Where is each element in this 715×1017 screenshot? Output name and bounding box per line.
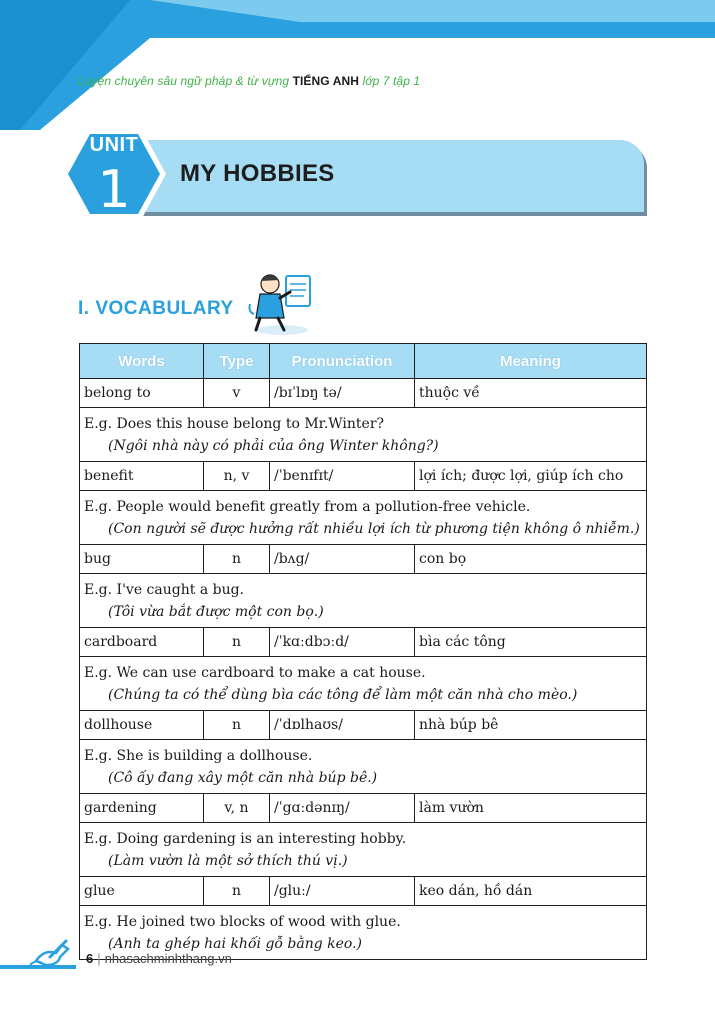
table-row [80, 711, 647, 740]
person-reading-icon [246, 268, 318, 336]
example-vietnamese: (Anh ta ghép hai khối gỗ bằng keo.) [108, 935, 363, 952]
word-cell: glue [80, 877, 204, 906]
example-row [80, 823, 647, 877]
word-cell: dollhouse [80, 711, 204, 740]
type-cell: n, v [204, 462, 270, 491]
example-cell [80, 408, 647, 462]
pronunciation-cell: /ˈbenɪfɪt/ [270, 462, 415, 491]
type-cell: n [204, 877, 270, 906]
table-header-row [80, 344, 647, 379]
word-cell: benefit [80, 462, 204, 491]
meaning-cell: lợi ích; được lợi, giúp ích cho [415, 462, 647, 491]
example-english: E.g. Does this house belong to Mr.Winter? [84, 415, 385, 432]
example-cell [80, 574, 647, 628]
meaning-cell: thuộc về [415, 379, 647, 408]
pronunciation-cell: /bʌg/ [270, 545, 415, 574]
example-row [80, 574, 647, 628]
meaning-cell: nhà búp bê [415, 711, 647, 740]
example-cell [80, 491, 647, 545]
meaning-cell: bìa các tông [415, 628, 647, 657]
example-vietnamese: (Cô ấy đang xây một căn nhà búp bê.) [108, 769, 378, 786]
footer-separator: | [97, 951, 101, 966]
pronunciation-cell: /gluː/ [270, 877, 415, 906]
type-cell: n [204, 628, 270, 657]
word-cell: cardboard [80, 628, 204, 657]
unit-title: MY HOBBIES [180, 160, 335, 187]
header-decoration [0, 0, 715, 140]
example-english: E.g. People would benefit greatly from a pollution-free vehicle. [84, 498, 531, 515]
example-english: E.g. He joined two blocks of wood with glue. [84, 913, 401, 930]
page-number: 6 [86, 951, 94, 966]
table-row [80, 877, 647, 906]
example-row [80, 740, 647, 794]
example-row [80, 657, 647, 711]
unit-number: 1 [97, 160, 131, 220]
example-vietnamese: (Làm vườn là một sở thích thú vị.) [108, 852, 348, 869]
type-cell: n [204, 545, 270, 574]
pronunciation-cell: /ˈdɒlhaʊs/ [270, 711, 415, 740]
example-row [80, 491, 647, 545]
meaning-cell: làm vườn [415, 794, 647, 823]
pen-writing-icon [0, 935, 76, 975]
footer [86, 951, 232, 966]
meaning-cell: con bọ [415, 545, 647, 574]
example-cell [80, 740, 647, 794]
example-vietnamese: (Tôi vừa bắt được một con bọ.) [108, 603, 324, 620]
word-cell: belong to [80, 379, 204, 408]
column-header-meaning: Meaning [415, 344, 647, 379]
type-cell: n [204, 711, 270, 740]
table-row [80, 794, 647, 823]
word-cell: gardening [80, 794, 204, 823]
type-cell: v, n [204, 794, 270, 823]
table-row [80, 379, 647, 408]
column-header-type: Type [204, 344, 270, 379]
table-row [80, 462, 647, 491]
example-english: E.g. I've caught a bug. [84, 581, 245, 598]
example-english: E.g. We can use cardboard to make a cat house. [84, 664, 426, 681]
word-cell: bug [80, 545, 204, 574]
example-row [80, 408, 647, 462]
table-row [80, 628, 647, 657]
vocabulary-table [79, 343, 647, 960]
example-vietnamese: (Chúng ta có thể dùng bìa các tông để làm một căn nhà cho mèo.) [108, 686, 578, 703]
meaning-cell: keo dán, hồ dán [415, 877, 647, 906]
example-cell [80, 657, 647, 711]
unit-label: UNIT [89, 134, 139, 156]
example-cell [80, 823, 647, 877]
type-cell: v [204, 379, 270, 408]
pronunciation-cell: /bɪˈlɒŋ tə/ [270, 379, 415, 408]
publisher-website: nhasachminhthang.vn [104, 951, 232, 966]
column-header-words: Words [80, 344, 204, 379]
example-vietnamese: (Con người sẽ được hưởng rất nhiều lợi ích từ phương tiện không ô nhiễm.) [108, 520, 640, 537]
section-heading: I. VOCABULARY [78, 298, 234, 319]
table-row [80, 545, 647, 574]
example-english: E.g. Doing gardening is an interesting hobby. [84, 830, 407, 847]
example-vietnamese: (Ngôi nhà này có phải của ông Winter không?) [108, 437, 439, 454]
book-series-title: Luyện chuyên sâu ngữ pháp & từ vựng TIẾNG ANH lớp 7 tập 1 [78, 74, 421, 88]
example-english: E.g. She is building a dollhouse. [84, 747, 313, 764]
column-header-pronunciation: Pronunciation [270, 344, 415, 379]
pronunciation-cell: /ˈgɑːdənɪŋ/ [270, 794, 415, 823]
pronunciation-cell: /ˈkɑːdbɔːd/ [270, 628, 415, 657]
